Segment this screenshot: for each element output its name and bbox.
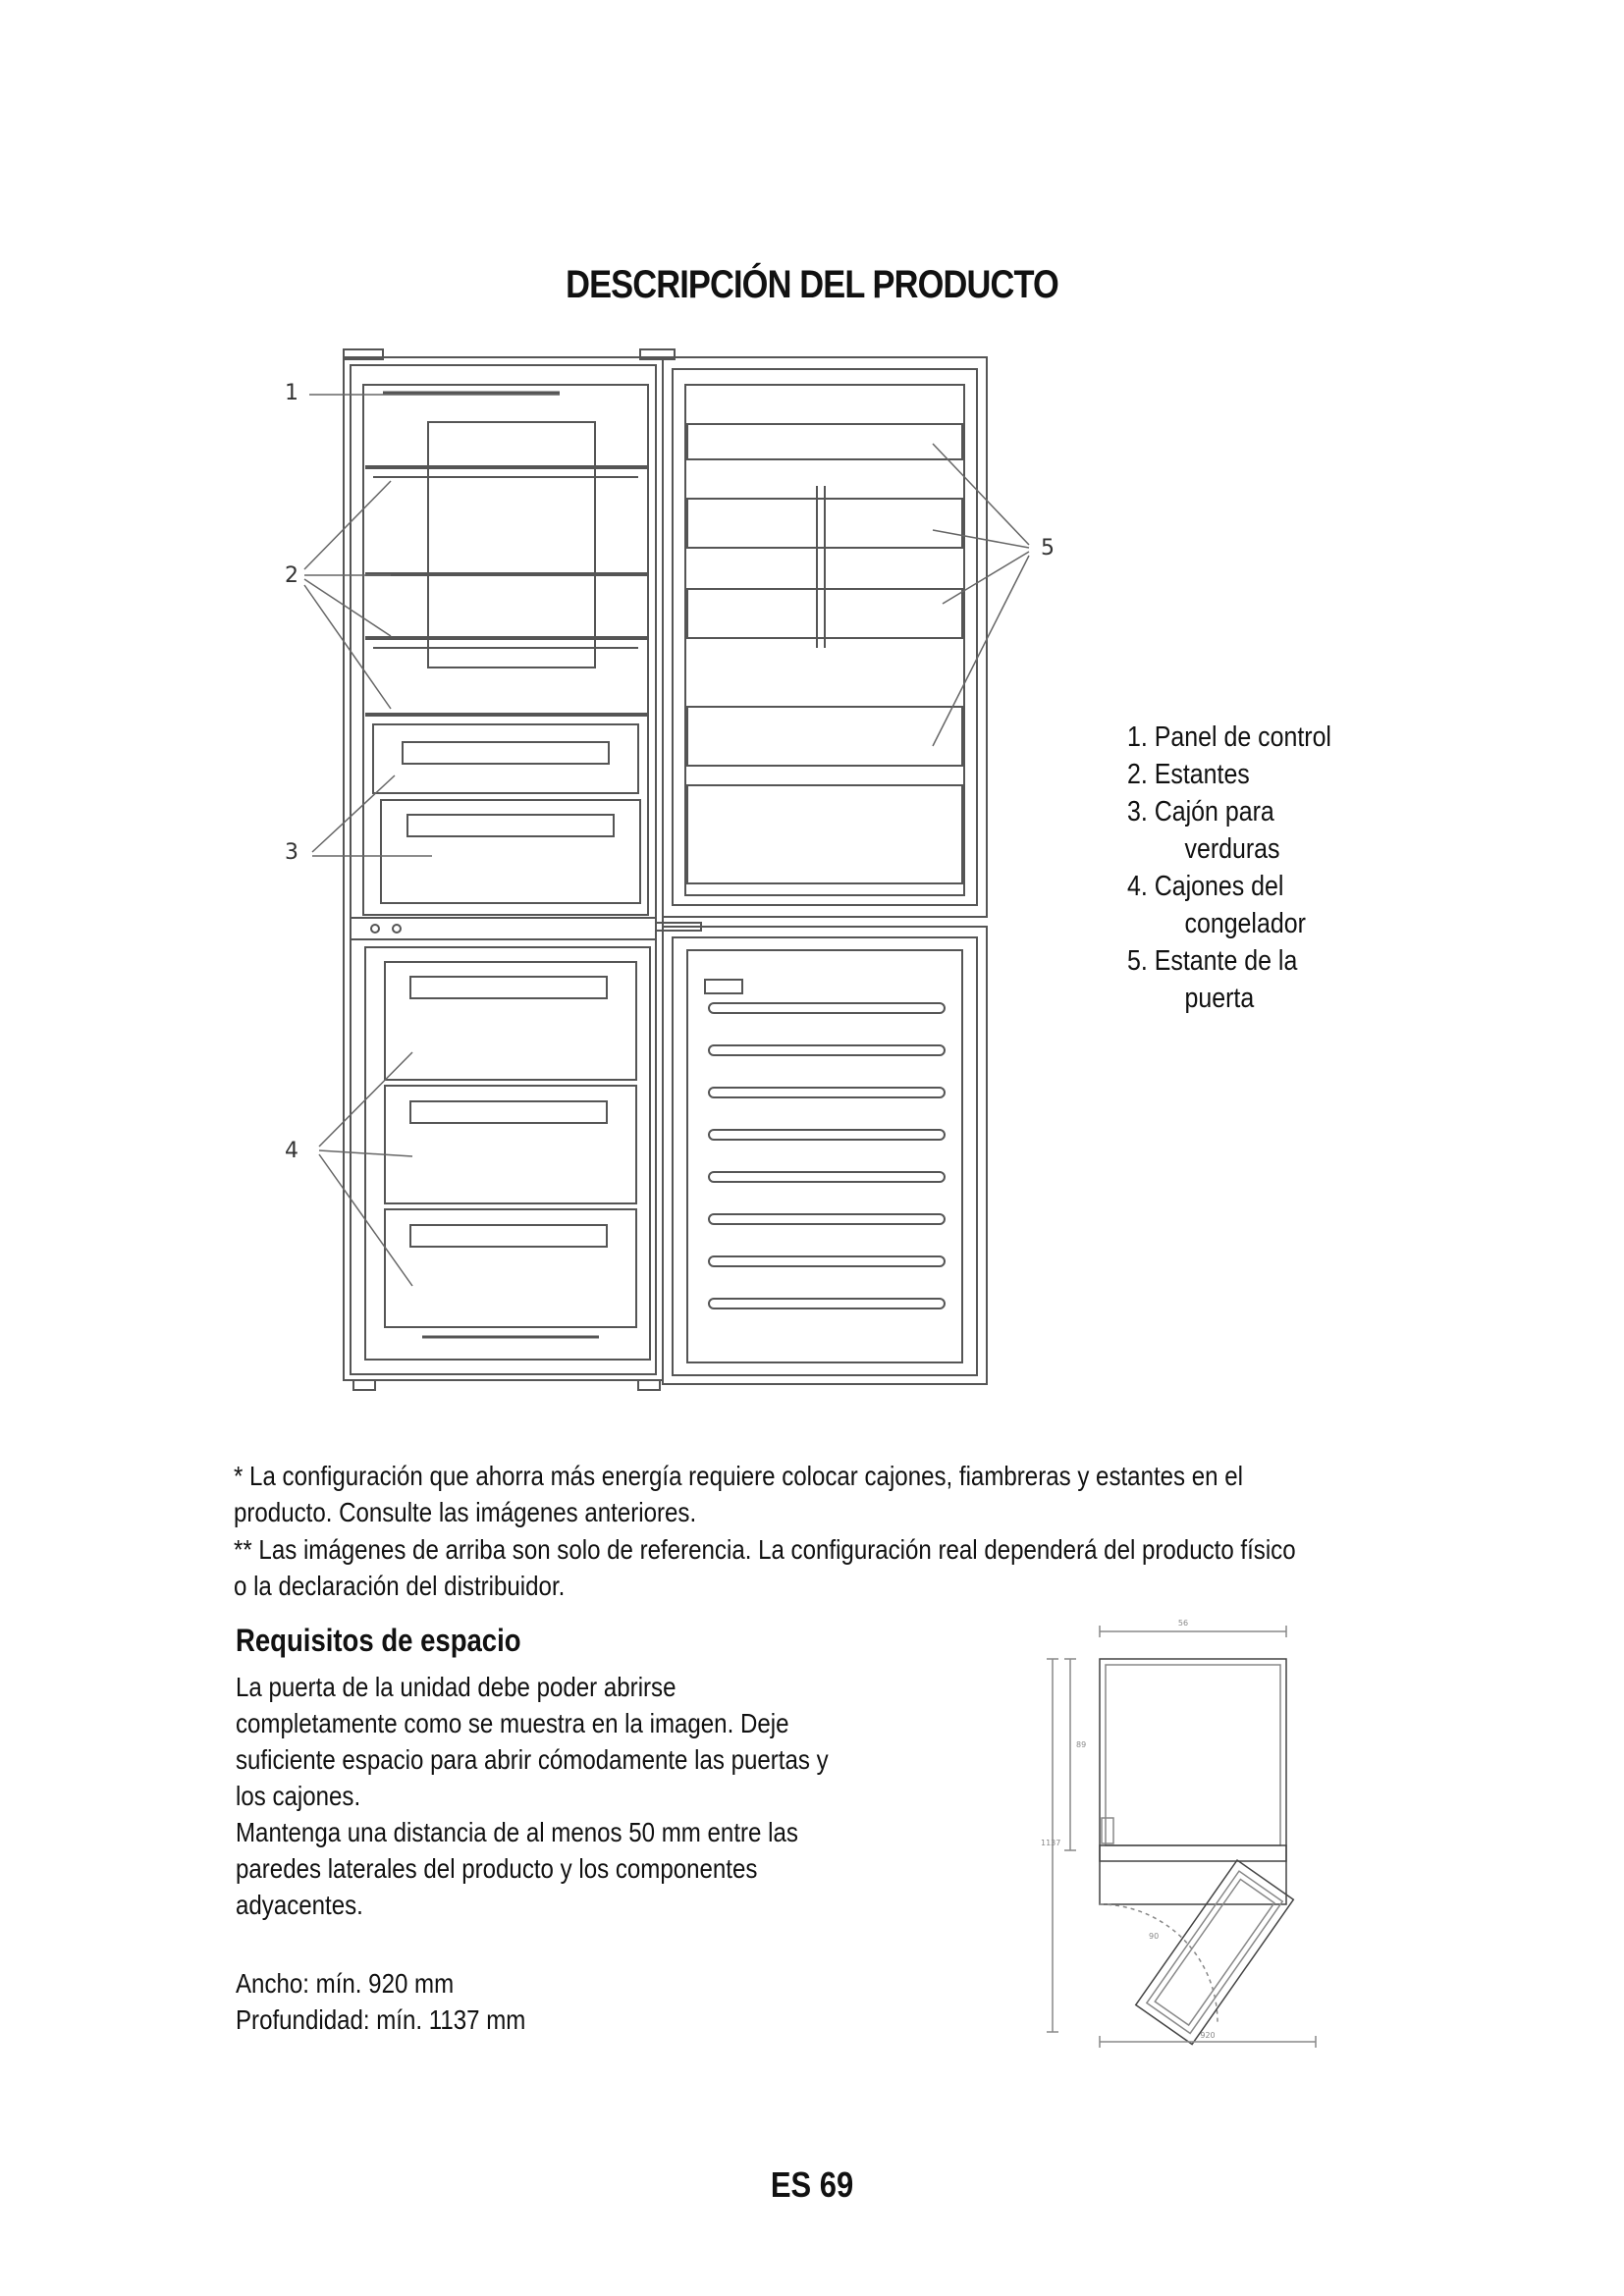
legend-item-continuation: congelador <box>1184 908 1306 939</box>
legend-item: 3. Cajón para <box>1127 796 1274 828</box>
legend-item: 2. Estantes <box>1127 759 1250 790</box>
callout-2: 2 <box>285 563 298 588</box>
space-requirements-heading: Requisitos de espacio <box>236 1623 521 1658</box>
legend-item: 4. Cajones del <box>1127 871 1284 902</box>
callout-5: 5 <box>1041 536 1055 561</box>
legend-item-continuation: verduras <box>1184 833 1280 865</box>
callout-1: 1 <box>285 381 298 405</box>
note-reference-only: ** Las imágenes de arriba son solo de referencia. La configuración real dependerá del producto físico o la declaración del distribuidor. <box>234 1534 1296 1601</box>
space-requirements-text: La puerta de la unidad debe poder abrirse completamente como se muestra en la imagen. Deje suficiente espacio para abrir cómodamente las puertas y los cajones. Mantenga una distancia de al menos 50 mm entre las paredes laterales del producto y los componentes adyacentes. <box>236 1672 829 1920</box>
dim-label-angle: 90 <box>1149 1932 1160 1941</box>
dim-label-side-upper: 89 <box>1076 1740 1087 1749</box>
page-title: DESCRIPCIÓN DEL PRODUCTO <box>566 263 1058 306</box>
note-energy-config: * La configuración que ahorra más energía requiere colocar cajones, fiambreras y estantes en el producto. Consulte las imágenes anteriores. <box>234 1461 1244 1527</box>
dim-label-top: 56 <box>1177 1619 1189 1628</box>
callout-3: 3 <box>285 840 298 865</box>
legend-item: 1. Panel de control <box>1127 721 1331 753</box>
page-number: ES 69 <box>770 2164 854 2205</box>
clearance-diagram <box>1021 1610 1345 2052</box>
min-depth: Profundidad: mín. 1137 mm <box>236 2004 526 2035</box>
dim-label-side-total: 1137 <box>1041 1839 1061 1847</box>
dim-label-bottom: 920 <box>1200 2031 1216 2040</box>
minimum-dimensions <box>236 1965 525 2038</box>
legend-item: 5. Estante de la <box>1127 945 1298 977</box>
legend-item-continuation: puerta <box>1184 983 1255 1014</box>
parts-legend <box>1127 719 1331 1017</box>
callout-4: 4 <box>285 1139 298 1163</box>
min-width: Ancho: mín. 920 mm <box>236 1968 455 1999</box>
